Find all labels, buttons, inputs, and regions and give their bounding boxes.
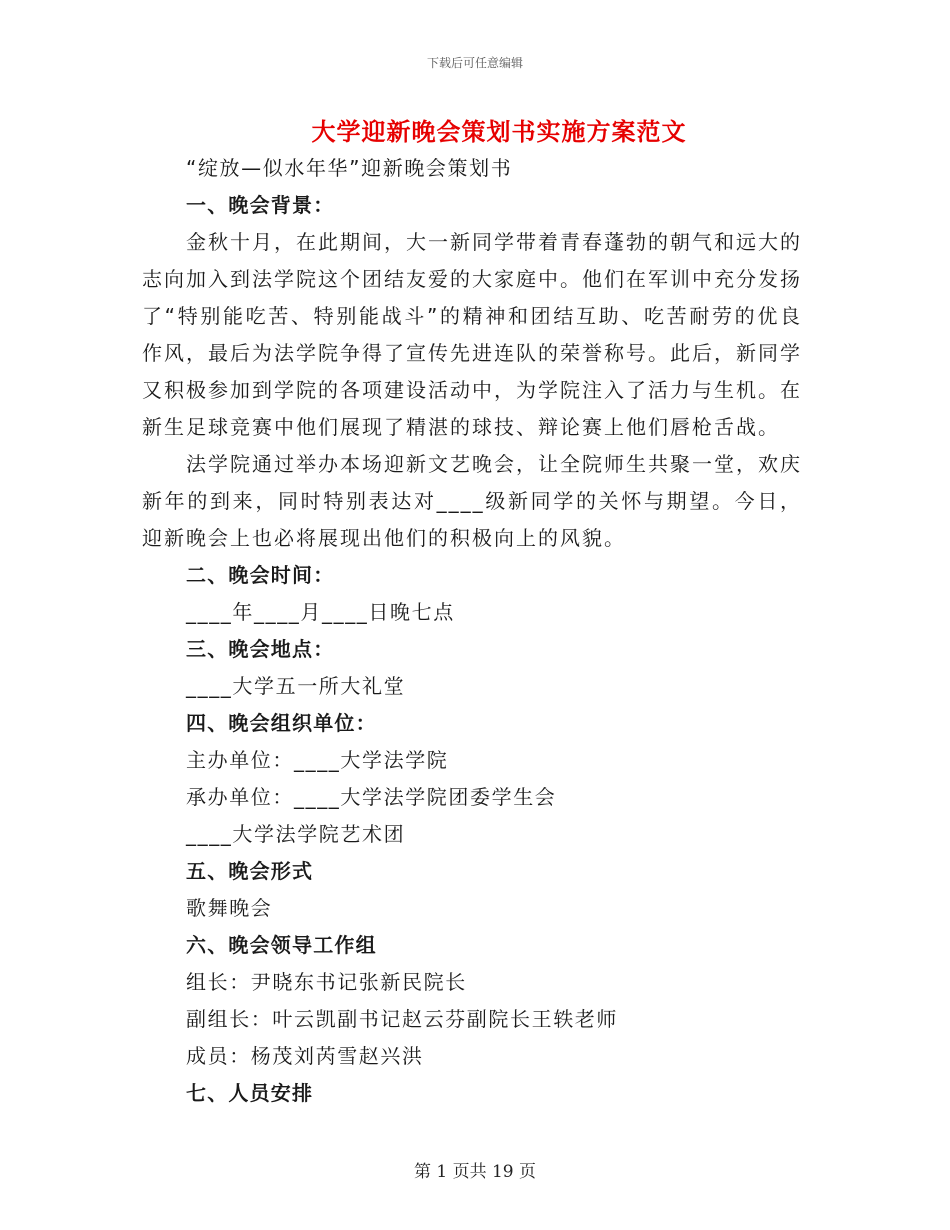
section-heading-organizers: 四、晚会组织单位： bbox=[186, 711, 377, 735]
document-body bbox=[142, 150, 802, 1112]
paragraph-background-1: 金秋十月，在此期间，大一新同学带着青春蓬勃的朝气和远大的志向加入到法学院这个团结友爱的大家庭中。他们在军训中充分发扬了“特别能吃苦、特别能战斗”的精神和团结互助、吃苦耐劳的优良作风，最后为法学院争得了宣传先进连队的荣誉称号。此后，新同学又积极参加到学院的各项建设活动中，为学院注入了活力与生机。在新生足球竞赛中他们展现了精湛的球技、辩论赛上他们唇枪舌战。 bbox=[142, 230, 802, 439]
section-heading-background: 一、晚会背景： bbox=[186, 193, 335, 217]
event-form-text: 歌舞晚会 bbox=[186, 896, 273, 920]
section-heading-form: 五、晚会形式 bbox=[186, 859, 314, 883]
section-heading-place: 三、晚会地点： bbox=[186, 637, 335, 661]
organizer-co: ____大学法学院艺术团 bbox=[186, 822, 406, 846]
organizer-host: 主办单位：____大学法学院 bbox=[186, 748, 449, 772]
event-time-text: ____年____月____日晚七点 bbox=[186, 600, 455, 624]
paragraph-background-2: 法学院通过举办本场迎新文艺晚会，让全院师生共聚一堂，欢庆新年的到来，同时特别表达对____级新同学的关怀与期望。今日，迎新晚会上也必将展现出他们的积极向上的风貌。 bbox=[142, 452, 802, 550]
section-heading-time: 二、晚会时间： bbox=[186, 563, 335, 587]
page-footer: 第 1 页共 19 页 bbox=[413, 1162, 537, 1182]
section-heading-leaders: 六、晚会领导工作组 bbox=[186, 933, 377, 957]
leader-group-deputy: 副组长：叶云凯副书记赵云芬副院长王轶老师 bbox=[186, 1007, 618, 1031]
document-title: 大学迎新晚会策划书实施方案范文 bbox=[311, 117, 687, 146]
section-heading-staff: 七、人员安排 bbox=[186, 1081, 314, 1105]
leader-group-members: 成员：杨茂刘芮雪赵兴洪 bbox=[186, 1044, 424, 1068]
organizer-undertaker: 承办单位：____大学法学院团委学生会 bbox=[186, 785, 557, 809]
event-place-text: ____大学五一所大礼堂 bbox=[186, 674, 406, 698]
document-subtitle: “绽放—似水年华”迎新晚会策划书 bbox=[186, 156, 513, 180]
header-note: 下载后可任意编辑 bbox=[426, 56, 523, 70]
leader-group-leader: 组长：尹晓东书记张新民院长 bbox=[186, 970, 467, 994]
